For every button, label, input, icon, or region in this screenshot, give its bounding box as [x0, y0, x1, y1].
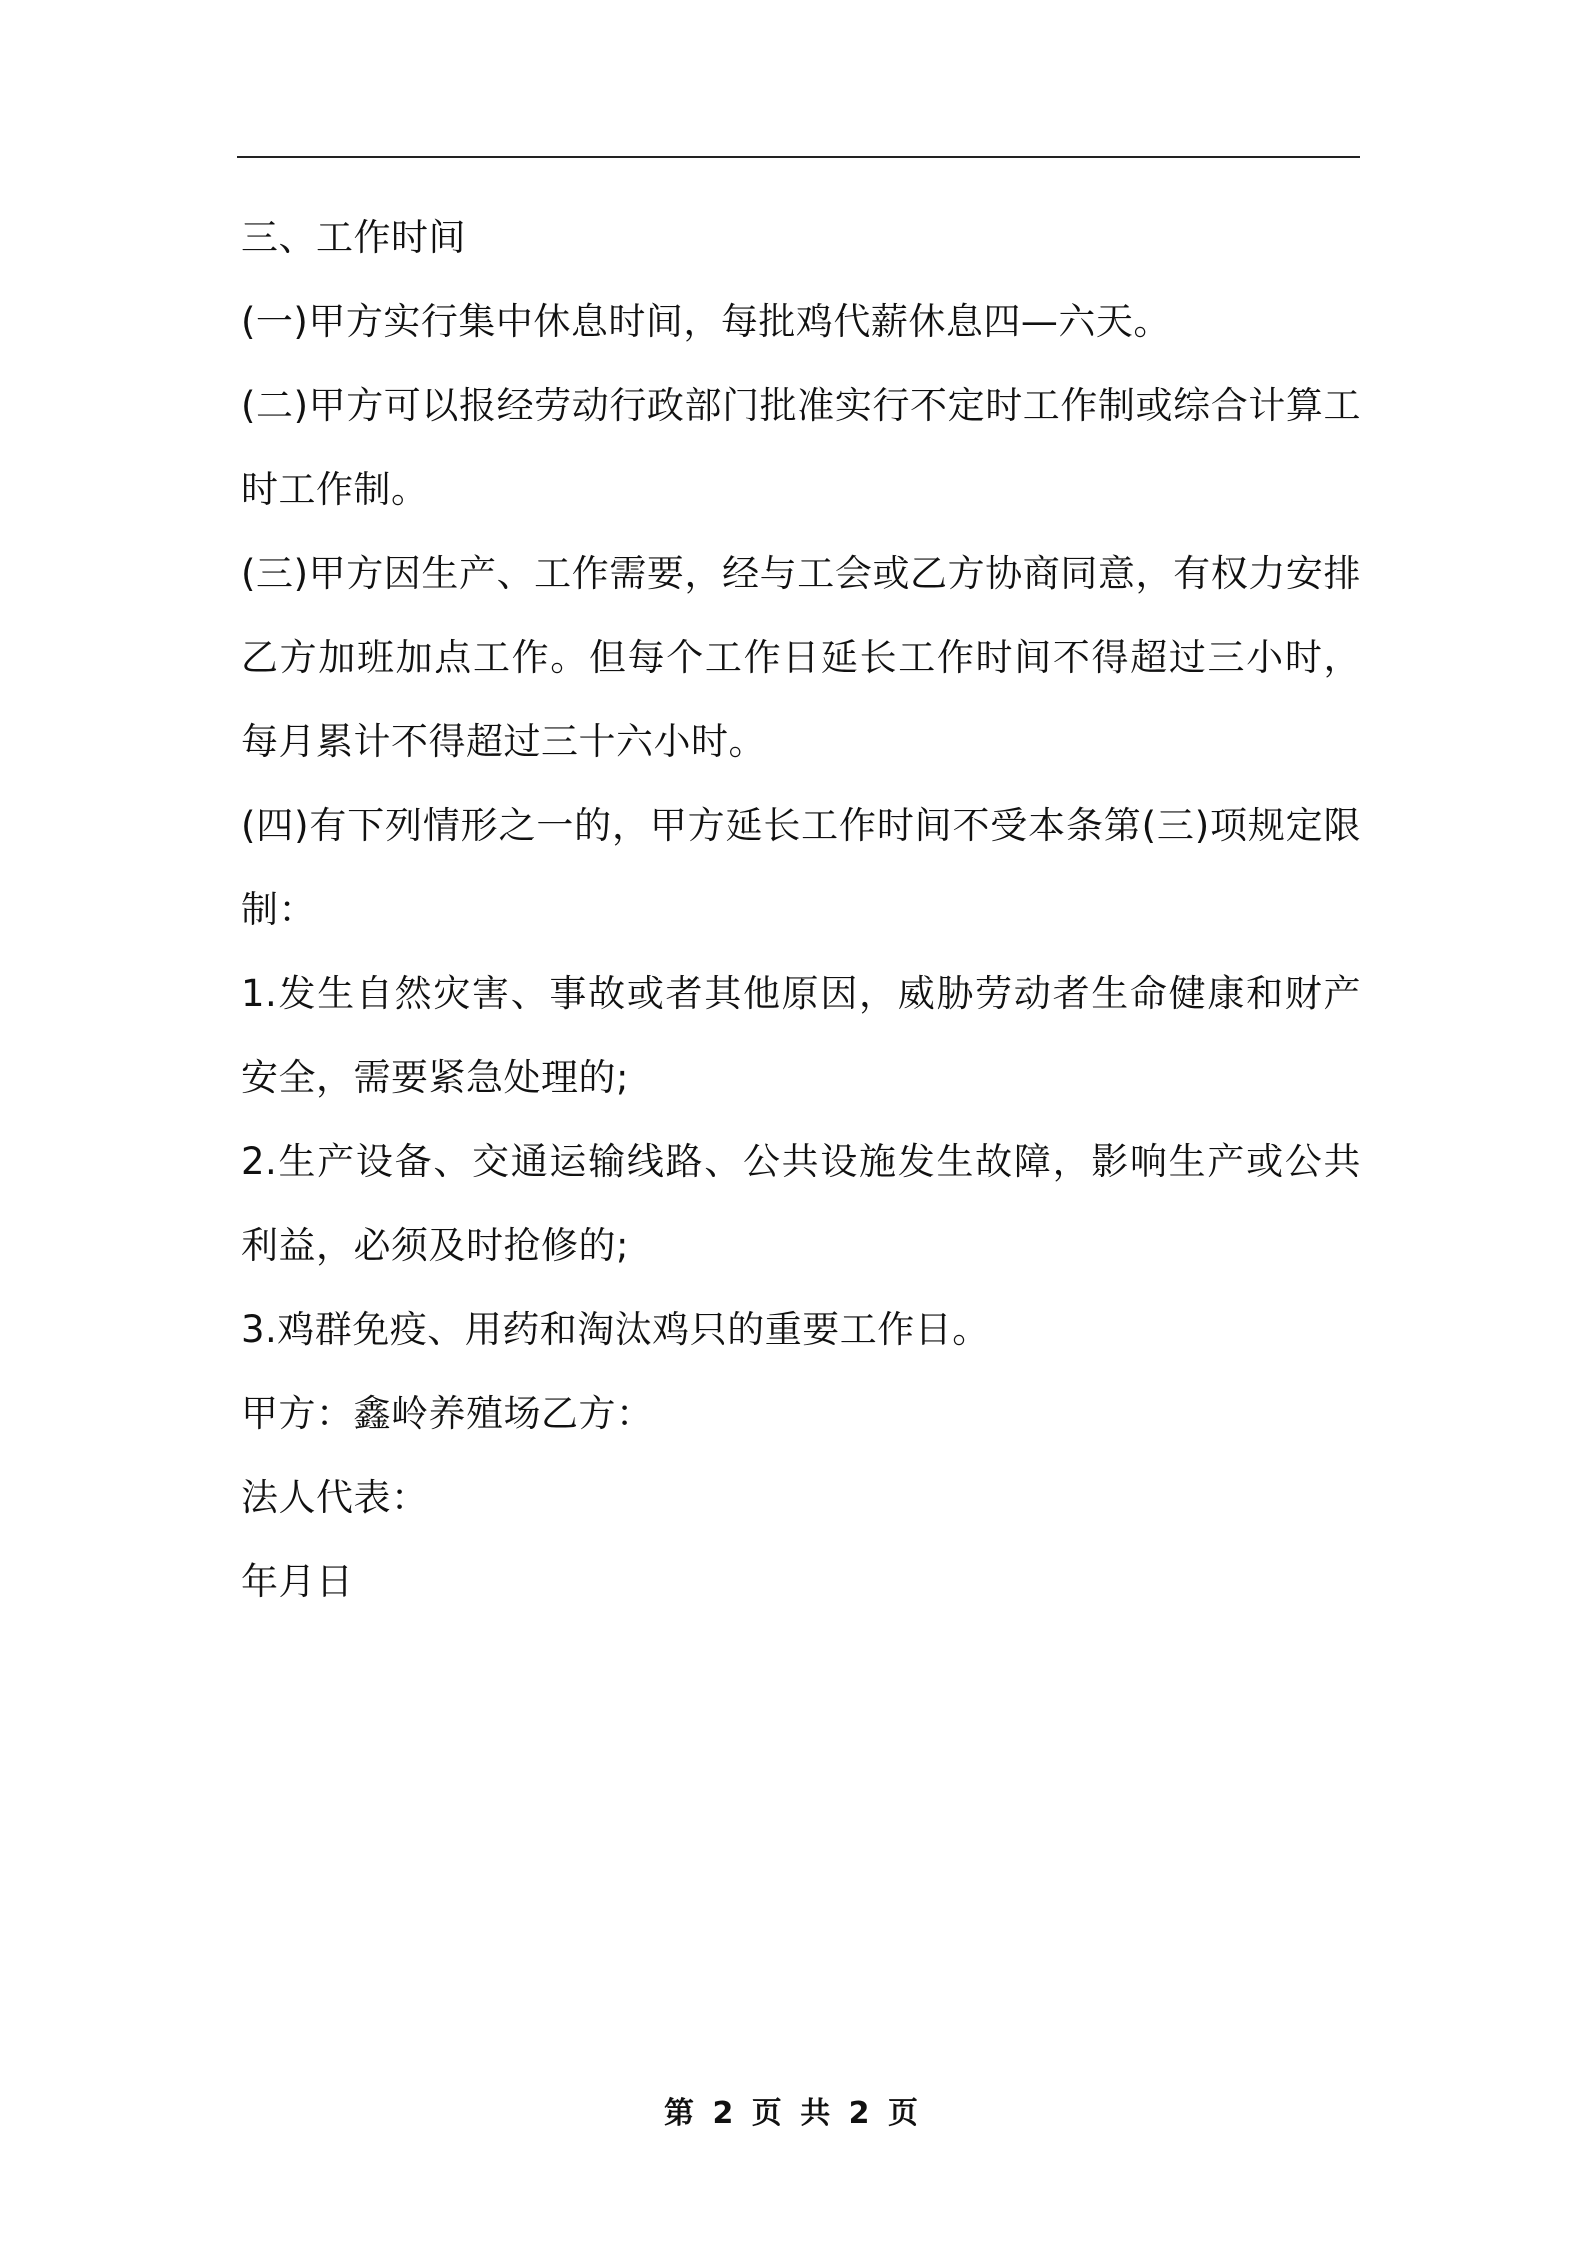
header-rule [237, 156, 1360, 158]
paragraph-2: (二)甲方可以报经劳动行政部门批准实行不定时工作制或综合计算工时工作制。 [241, 384, 1361, 511]
signature-party-line: 甲方：鑫岭养殖场乙方： [241, 1392, 654, 1435]
list-item-3: 3.鸡群免疫、用药和淘汰鸡只的重要工作日。 [241, 1308, 990, 1351]
list-item-2: 2.生产设备、交通运输线路、公共设施发生故障，影响生产或公共利益，必须及时抢修的; [241, 1140, 1361, 1267]
document-body [241, 196, 1361, 1624]
paragraph-3: (三)甲方因生产、工作需要，经与工会或乙方协商同意，有权力安排乙方加班加点工作。但每个工作日延长工作时间不得超过三小时，每月累计不得超过三十六小时。 [241, 552, 1361, 763]
paragraph-1: (一)甲方实行集中休息时间，每批鸡代薪休息四—六天。 [241, 300, 1171, 343]
signature-date: 年月日 [241, 1560, 354, 1603]
page-number-footer: 第 2 页 共 2 页 [664, 2096, 922, 2131]
section-heading: 三、工作时间 [241, 216, 466, 259]
paragraph-4: (四)有下列情形之一的，甲方延长工作时间不受本条第(三)项规定限制： [241, 804, 1361, 931]
signature-legal-rep: 法人代表： [241, 1476, 429, 1519]
list-item-1: 1.发生自然灾害、事故或者其他原因，威胁劳动者生命健康和财产安全，需要紧急处理的; [241, 972, 1361, 1099]
